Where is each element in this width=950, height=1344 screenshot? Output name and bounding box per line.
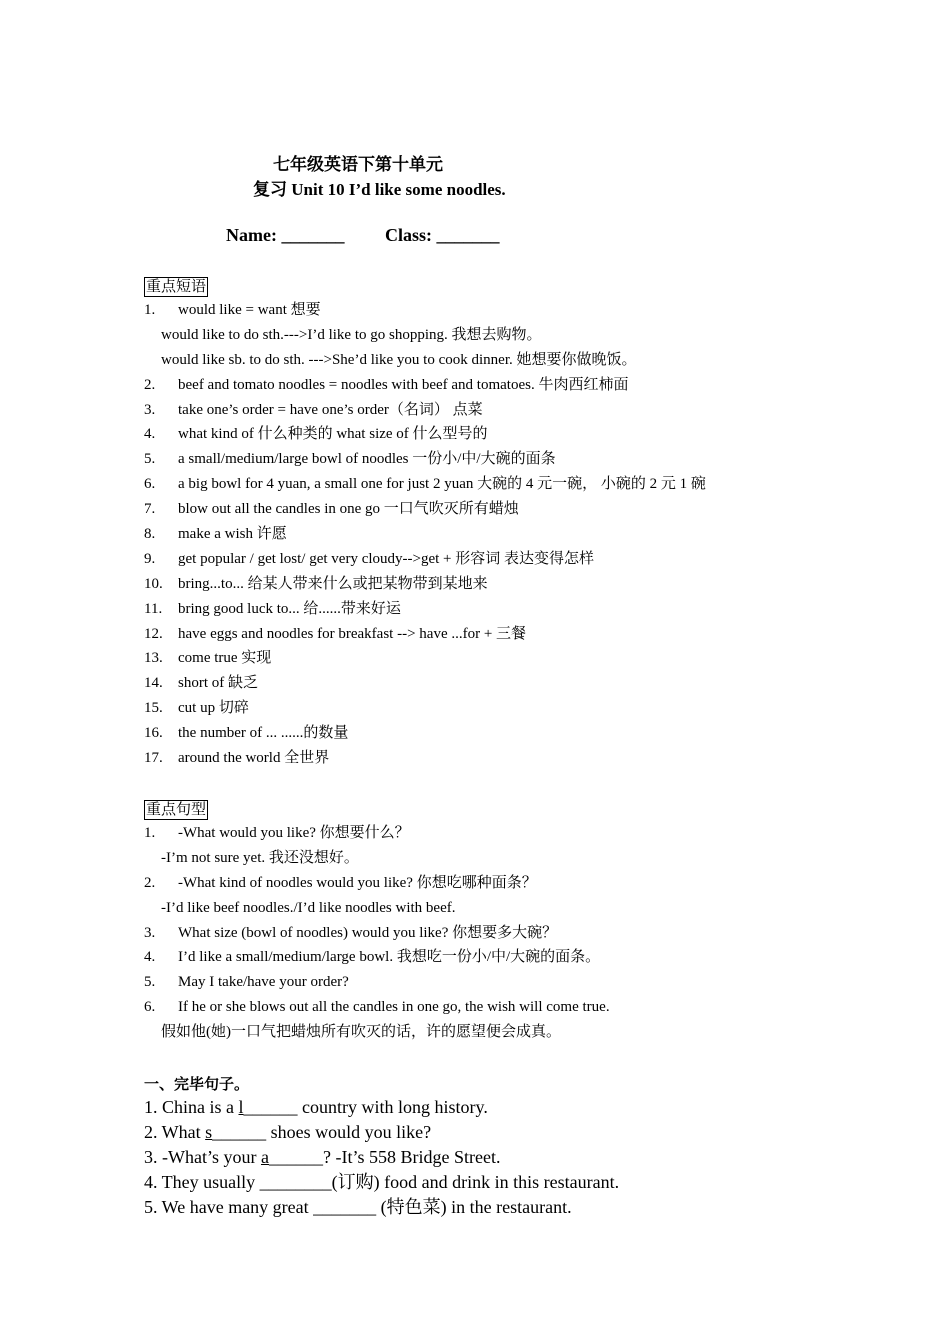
name-field-label: Name: _______ xyxy=(226,225,345,245)
exercise-line: 3. -What’s your a______? -It’s 558 Bridge Street. xyxy=(144,1147,501,1167)
class-field-label: Class: _______ xyxy=(385,225,500,245)
title-chinese: 七年级英语下第十单元 xyxy=(273,155,443,174)
exercise-list xyxy=(144,1095,619,1220)
title-english: 复习 Unit 10 I’d like some noodles. xyxy=(253,180,506,199)
phrases-heading: 重点短语 xyxy=(146,279,207,295)
exercise-line: 2. What s______ shoes would you like? xyxy=(144,1122,432,1142)
exercise-heading: 一、完毕句子。 xyxy=(144,1077,250,1093)
document-page: 七年级英语下第十单元 复习 Unit 10 I’d like some noodles. Name: _______ Class: _______ 重点短语 1. would like = want 想要 would like to do sth.--->I’d like to go shopping. 我想去购物。 would like sb. to do sth. --->She’d like you to cook dinner. 她想要你做晚饭。 2. beef and tomato noodles = noodles with beef and tomatoes. 牛肉西红柿面 3. take one’s order = have one’s order（名词） 点菜 4. what kind of 什么种类的 what size of 什么型号的 5. a small/medium/large bowl of noodles 一份小/中/大碗的面条 6. a big bowl for 4 yuan, a small one for just 2 yuan 大碗的 4 元一碗， 小碗的 2 元 1 碗 7. blow out all the candles in one go 一口气吹灭所有蜡烛 8. make a wish 许愿 9. get popular / get lost/ get very cloudy-->get + 形容词 表达变得怎样 10. bring...to... 给某人带来什么或把某物带到某地来 11. bring good luck to... 给......带来好运 12. have eggs and noodles for breakfast --> have ...for + 三餐 13. come true 实现 14. short of 缺乏 15. cut up 切碎 16. the number of ... ......的数量 17. around the world 全世界 重点句型 1. -What would you like? 你想要什么？ -I’m not sure yet. 我还没想好。 2. -What kind of noodles would you like? 你想吃哪种面条？ -I’d like beef noodles./I’d like noodles with beef. 3. What size (bowl of noodles) would you like? 你想要多大碗？ 4. I’d like a small/medium/large bowl. 我想吃一份小/中/大碗的面条。 5. May I take/have your order? 6. If he or she blows out all the candles in one go, the wish will come true. 假如他(她)一口气把蜡烛所有吹灭的话，许的愿望便会成真。 一、完毕句子。 1. China is a l______ country with long history. 2. What s______ shoes would you like? 3. -What’s your a______? -It’s 558 Bridge Street. 4. They usually ________(订购) food and drink in this restaurant. 5. We have many great _______ (特色菜) in the restaurant. xyxy=(0,0,950,1344)
exercise-line: 4. They usually ________(订购) food and drink in this restaurant. xyxy=(144,1172,620,1192)
exercise-line: 5. We have many great _______ (特色菜) in the restaurant. xyxy=(144,1197,572,1217)
exercise-line: 1. China is a l______ country with long history. xyxy=(144,1097,488,1117)
sentences-heading: 重点句型 xyxy=(146,802,207,818)
